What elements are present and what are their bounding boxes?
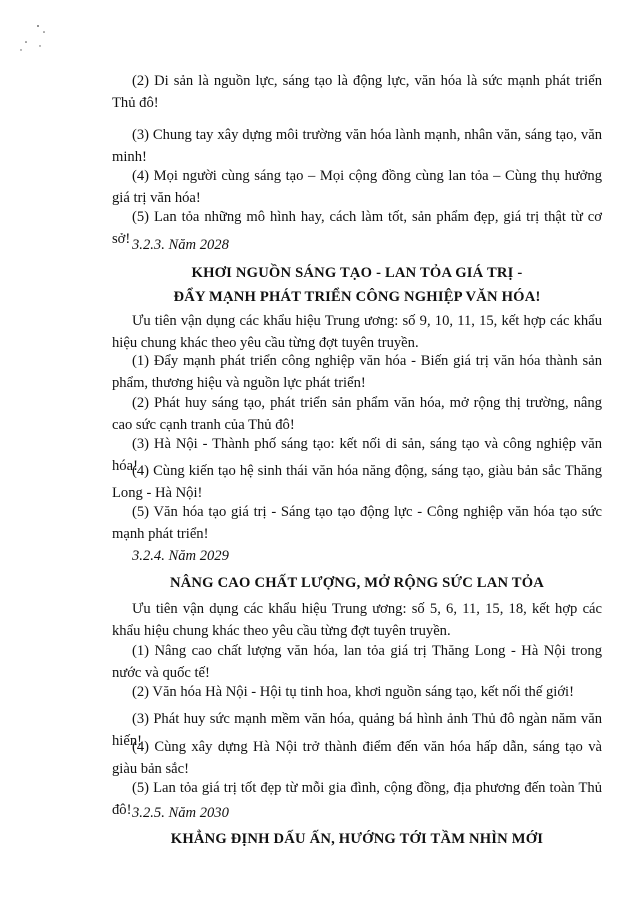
slogan-2028-3: (3) Hà Nội - Thành phố sáng tạo: kết nối di sản, sáng tạo và công nghiệp văn hóa!: [112, 436, 602, 474]
slogan-2027-4: (4) Mọi người cùng sáng tạo – Mọi cộng đồng cùng lan tỏa – Cùng thụ hưởng giá trị văn hóa!: [112, 168, 602, 206]
section-heading-2030: 3.2.5. Năm 2030: [132, 805, 229, 821]
slogan-2027-2: (2) Di sản là nguồn lực, sáng tạo là động lực, văn hóa là sức mạnh phát triển Thủ đô!: [112, 73, 602, 111]
slogan-2029-3: (3) Phát huy sức mạnh mềm văn hóa, quảng bá hình ảnh Thủ đô ngàn năm văn hiến!: [112, 711, 602, 749]
section-title-2030: KHẲNG ĐỊNH DẤU ẤN, HƯỚNG TỚI TẦM NHÌN MỚI: [170, 831, 544, 847]
slogan-2027-5: (5) Lan tỏa những mô hình hay, cách làm tốt, sản phẩm đẹp, giá trị thật từ cơ sở!: [112, 209, 602, 247]
slogan-2029-5: (5) Lan tỏa giá trị tốt đẹp từ mỗi gia đình, cộng đồng, địa phương đến toàn Thủ đô!: [112, 780, 602, 818]
intro-2029: Ưu tiên vận dụng các khẩu hiệu Trung ương: số 5, 6, 11, 15, 18, kết hợp các khẩu hiệu chung khác theo yêu cầu từng đợt tuyên truyền.: [112, 601, 602, 639]
slogan-2027-3: (3) Chung tay xây dựng môi trường văn hóa lành mạnh, nhân văn, sáng tạo, văn minh!: [112, 127, 602, 165]
slogan-2028-5: (5) Văn hóa tạo giá trị - Sáng tạo tạo động lực - Công nghiệp văn hóa tạo sức mạnh phát triển!: [112, 504, 602, 542]
section-title-2028-line2: ĐẨY MẠNH PHÁT TRIỂN CÔNG NGHIỆP VĂN HÓA!: [173, 289, 541, 305]
scan-specks: [18, 22, 58, 62]
section-heading-2028: 3.2.3. Năm 2028: [132, 237, 229, 253]
intro-2028: Ưu tiên vận dụng các khẩu hiệu Trung ương: số 9, 10, 11, 15, kết hợp các khẩu hiệu chung khác theo yêu cầu từng đợt tuyên truyền.: [112, 313, 602, 351]
section-title-2029: NÂNG CAO CHẤT LƯỢNG, MỞ RỘNG SỨC LAN TỎA: [169, 575, 545, 591]
section-heading-2029: 3.2.4. Năm 2029: [132, 548, 229, 564]
section-title-2028-line1: KHƠI NGUỒN SÁNG TẠO - LAN TỎA GIÁ TRỊ -: [191, 265, 523, 281]
slogan-2028-2: (2) Phát huy sáng tạo, phát triển sản phẩm văn hóa, mở rộng thị trường, nâng cao sức cạnh tranh của Thủ đô!: [112, 395, 602, 433]
slogan-2029-4: (4) Cùng xây dựng Hà Nội trở thành điểm đến văn hóa hấp dẫn, sáng tạo và giàu bản sắc!: [112, 739, 602, 777]
slogan-2028-1: (1) Đẩy mạnh phát triển công nghiệp văn hóa - Biến giá trị văn hóa thành sản phẩm, thương hiệu và nguồn lực phát triển!: [112, 353, 602, 391]
slogan-2029-2: (2) Văn hóa Hà Nội - Hội tụ tinh hoa, khơi nguồn sáng tạo, kết nối thế giới!: [132, 684, 574, 700]
slogan-2029-1: (1) Nâng cao chất lượng văn hóa, lan tỏa giá trị Thăng Long - Hà Nội trong nước và quốc tế!: [112, 643, 602, 681]
slogan-2028-4: (4) Cùng kiến tạo hệ sinh thái văn hóa năng động, sáng tạo, giàu bản sắc Thăng Long - Hà Nội!: [112, 463, 602, 501]
